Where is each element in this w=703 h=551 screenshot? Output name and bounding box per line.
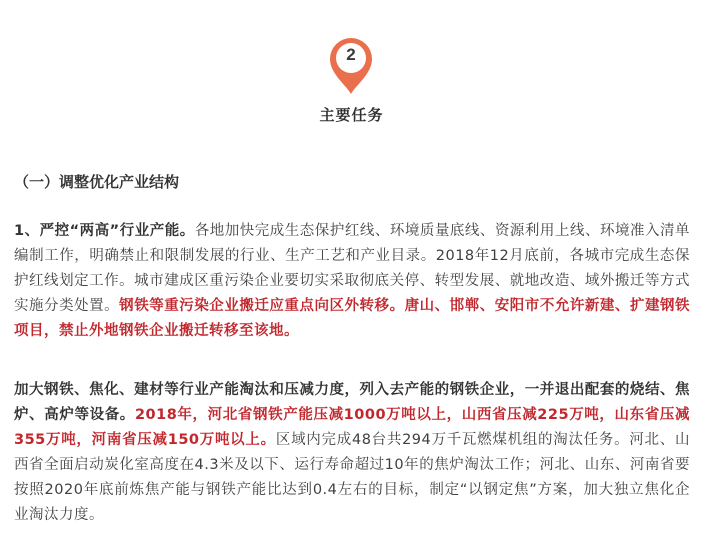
paragraph-2 [14, 378, 690, 528]
paragraph-2-body: 区域内完成48台共294万千瓦燃煤机组的淘汰任务。河北、山西省全面启动炭化室高度在4.3米及以下、运行寿命超过10年的焦炉淘汰工作；河北、山东、河南省要按照2020年底前炼焦产能与钢铁产能比达到0.4左右的目标，制定“以钢定焦”方案，加大独立焦化企业淘汰力度。 [14, 432, 691, 523]
section-number-pin-icon [327, 36, 375, 96]
paragraph-1-highlight-2: 唐山、邯郸、安阳市不允许新建、扩建钢铁项目，禁止外地钢铁企业搬迁转移至该地。 [14, 298, 691, 339]
section-title: 主要任务 [319, 106, 384, 124]
paragraph-2-highlight: 2018年，河北省钢铁产能压减1000万吨以上，山西省压减225万吨，山东省压减355万吨，河南省压减150万吨以上。 [14, 407, 691, 448]
subheading: （一）调整优化产业结构 [14, 173, 180, 191]
section-number: 2 [346, 45, 356, 64]
paragraph-2-lead: 加大钢铁、焦化、建材等行业产能淘汰和压减力度，列入去产能的钢铁企业，一并退出配套的烧结、焦炉、高炉等设备。 [14, 382, 690, 423]
paragraph-1 [14, 219, 690, 344]
paragraph-1-body: 各地加快完成生态保护红线、环境质量底线、资源利用上线、环境准入清单编制工作，明确禁止和限制发展的行业、生产工艺和产业目录。2018年12月底前，各城市完成生态保护红线划定工作。城市建成区重污染企业要切实采取彻底关停、转型发展、就地改造、域外搬迁等方式实施分类处置。 [14, 223, 690, 314]
paragraph-1-highlight-1: 钢铁等重污染企业搬迁应重点向区外转移。 [119, 298, 405, 314]
paragraph-1-lead: 1、严控“两高”行业产能。 [14, 223, 195, 239]
